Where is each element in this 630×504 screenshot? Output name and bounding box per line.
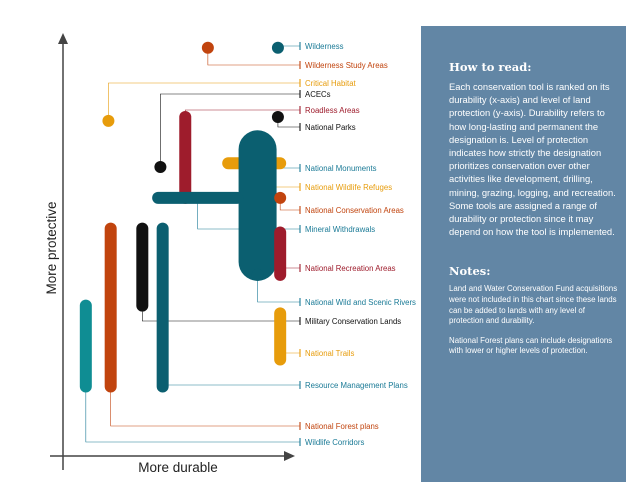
roadless-areas-label: Roadless Areas (305, 106, 360, 115)
note-lwcf: Land and Water Conservation Fund acquisitions were not included in this chart since these lands can be added to lands with any level of protection and durability. (449, 284, 618, 326)
note-forest-plans: National Forest plans can include designations with lower or higher levels of protection. (449, 335, 613, 356)
wilderness-study-areas-dot (202, 42, 214, 54)
national-conservation-areas-dot (274, 192, 286, 204)
resource-management-plans-label: Resource Management Plans (305, 381, 408, 390)
national-recreation-areas-bar (274, 227, 286, 281)
national-trails-bar (274, 307, 286, 365)
y-axis-arrow (58, 33, 68, 44)
x-axis-label: More durable (138, 460, 218, 475)
acecs-label: ACECs (305, 90, 331, 99)
resource-management-plans-bar (157, 223, 169, 393)
resource-management-plans-leader (163, 385, 300, 393)
military-conservation-lands-bar (136, 223, 148, 312)
national-parks-dot (272, 111, 284, 123)
wildlife-corridors-bar (80, 300, 92, 393)
roadless-areas-bar (179, 111, 191, 204)
mineral-withdrawals-bar (152, 192, 243, 204)
critical-habitat-dot (102, 115, 114, 127)
notes-title: Notes: (449, 264, 491, 279)
x-axis-arrow (284, 451, 295, 461)
national-trails-label: National Trails (305, 349, 355, 358)
wildlife-corridors-leader (86, 393, 300, 443)
wildlife-corridors-label: Wildlife Corridors (305, 438, 365, 447)
national-wildlife-refuges-label: National Wildlife Refuges (305, 183, 393, 192)
critical-habitat-label: Critical Habitat (305, 79, 356, 88)
critical-habitat-leader (108, 83, 300, 121)
national-wild-and-scenic-rivers-dot (252, 269, 264, 281)
wilderness-label: Wilderness (305, 42, 344, 51)
how-to-read-panel (421, 26, 626, 482)
how-to-read-body: Each conservation tool is ranked on its durability (x-axis) and level of land protection (y-axis). Durability refers to how long-lasting and permanent the designation is. Level of protection indicates how strictly the designation prioritizes conservation over other activities like development, drilling, mining, grazing, logging, and recreation. Some tools are assigned a range of durability or protection since it may depend on how the tool is implemented. (449, 81, 616, 238)
national-parks-label: National Parks (305, 123, 356, 132)
national-forest-plans-bar (105, 223, 117, 393)
y-axis-label: More protective (44, 201, 59, 295)
military-conservation-lands-label: Military Conservation Lands (305, 317, 402, 326)
wilderness-dot (272, 42, 284, 54)
series-labels (305, 42, 416, 447)
national-conservation-areas-label: National Conservation Areas (305, 206, 404, 215)
national-monuments-label: National Monuments (305, 164, 377, 173)
wilderness-study-areas-leader (208, 48, 300, 65)
national-wild-and-scenic-rivers-label: National Wild and Scenic Rivers (305, 298, 416, 307)
wilderness-study-areas-label: Wilderness Study Areas (305, 61, 388, 70)
range-marks (80, 42, 286, 393)
national-forest-plans-label: National Forest plans (305, 422, 379, 431)
national-forest-plans-leader (111, 393, 300, 427)
acecs-dot (154, 161, 166, 173)
mineral-withdrawals-label: Mineral Withdrawals (305, 225, 376, 234)
national-wildlife-refuges-bar (239, 130, 277, 281)
national-recreation-areas-label: National Recreation Areas (305, 264, 396, 273)
how-to-read-title: How to read: (449, 60, 532, 74)
